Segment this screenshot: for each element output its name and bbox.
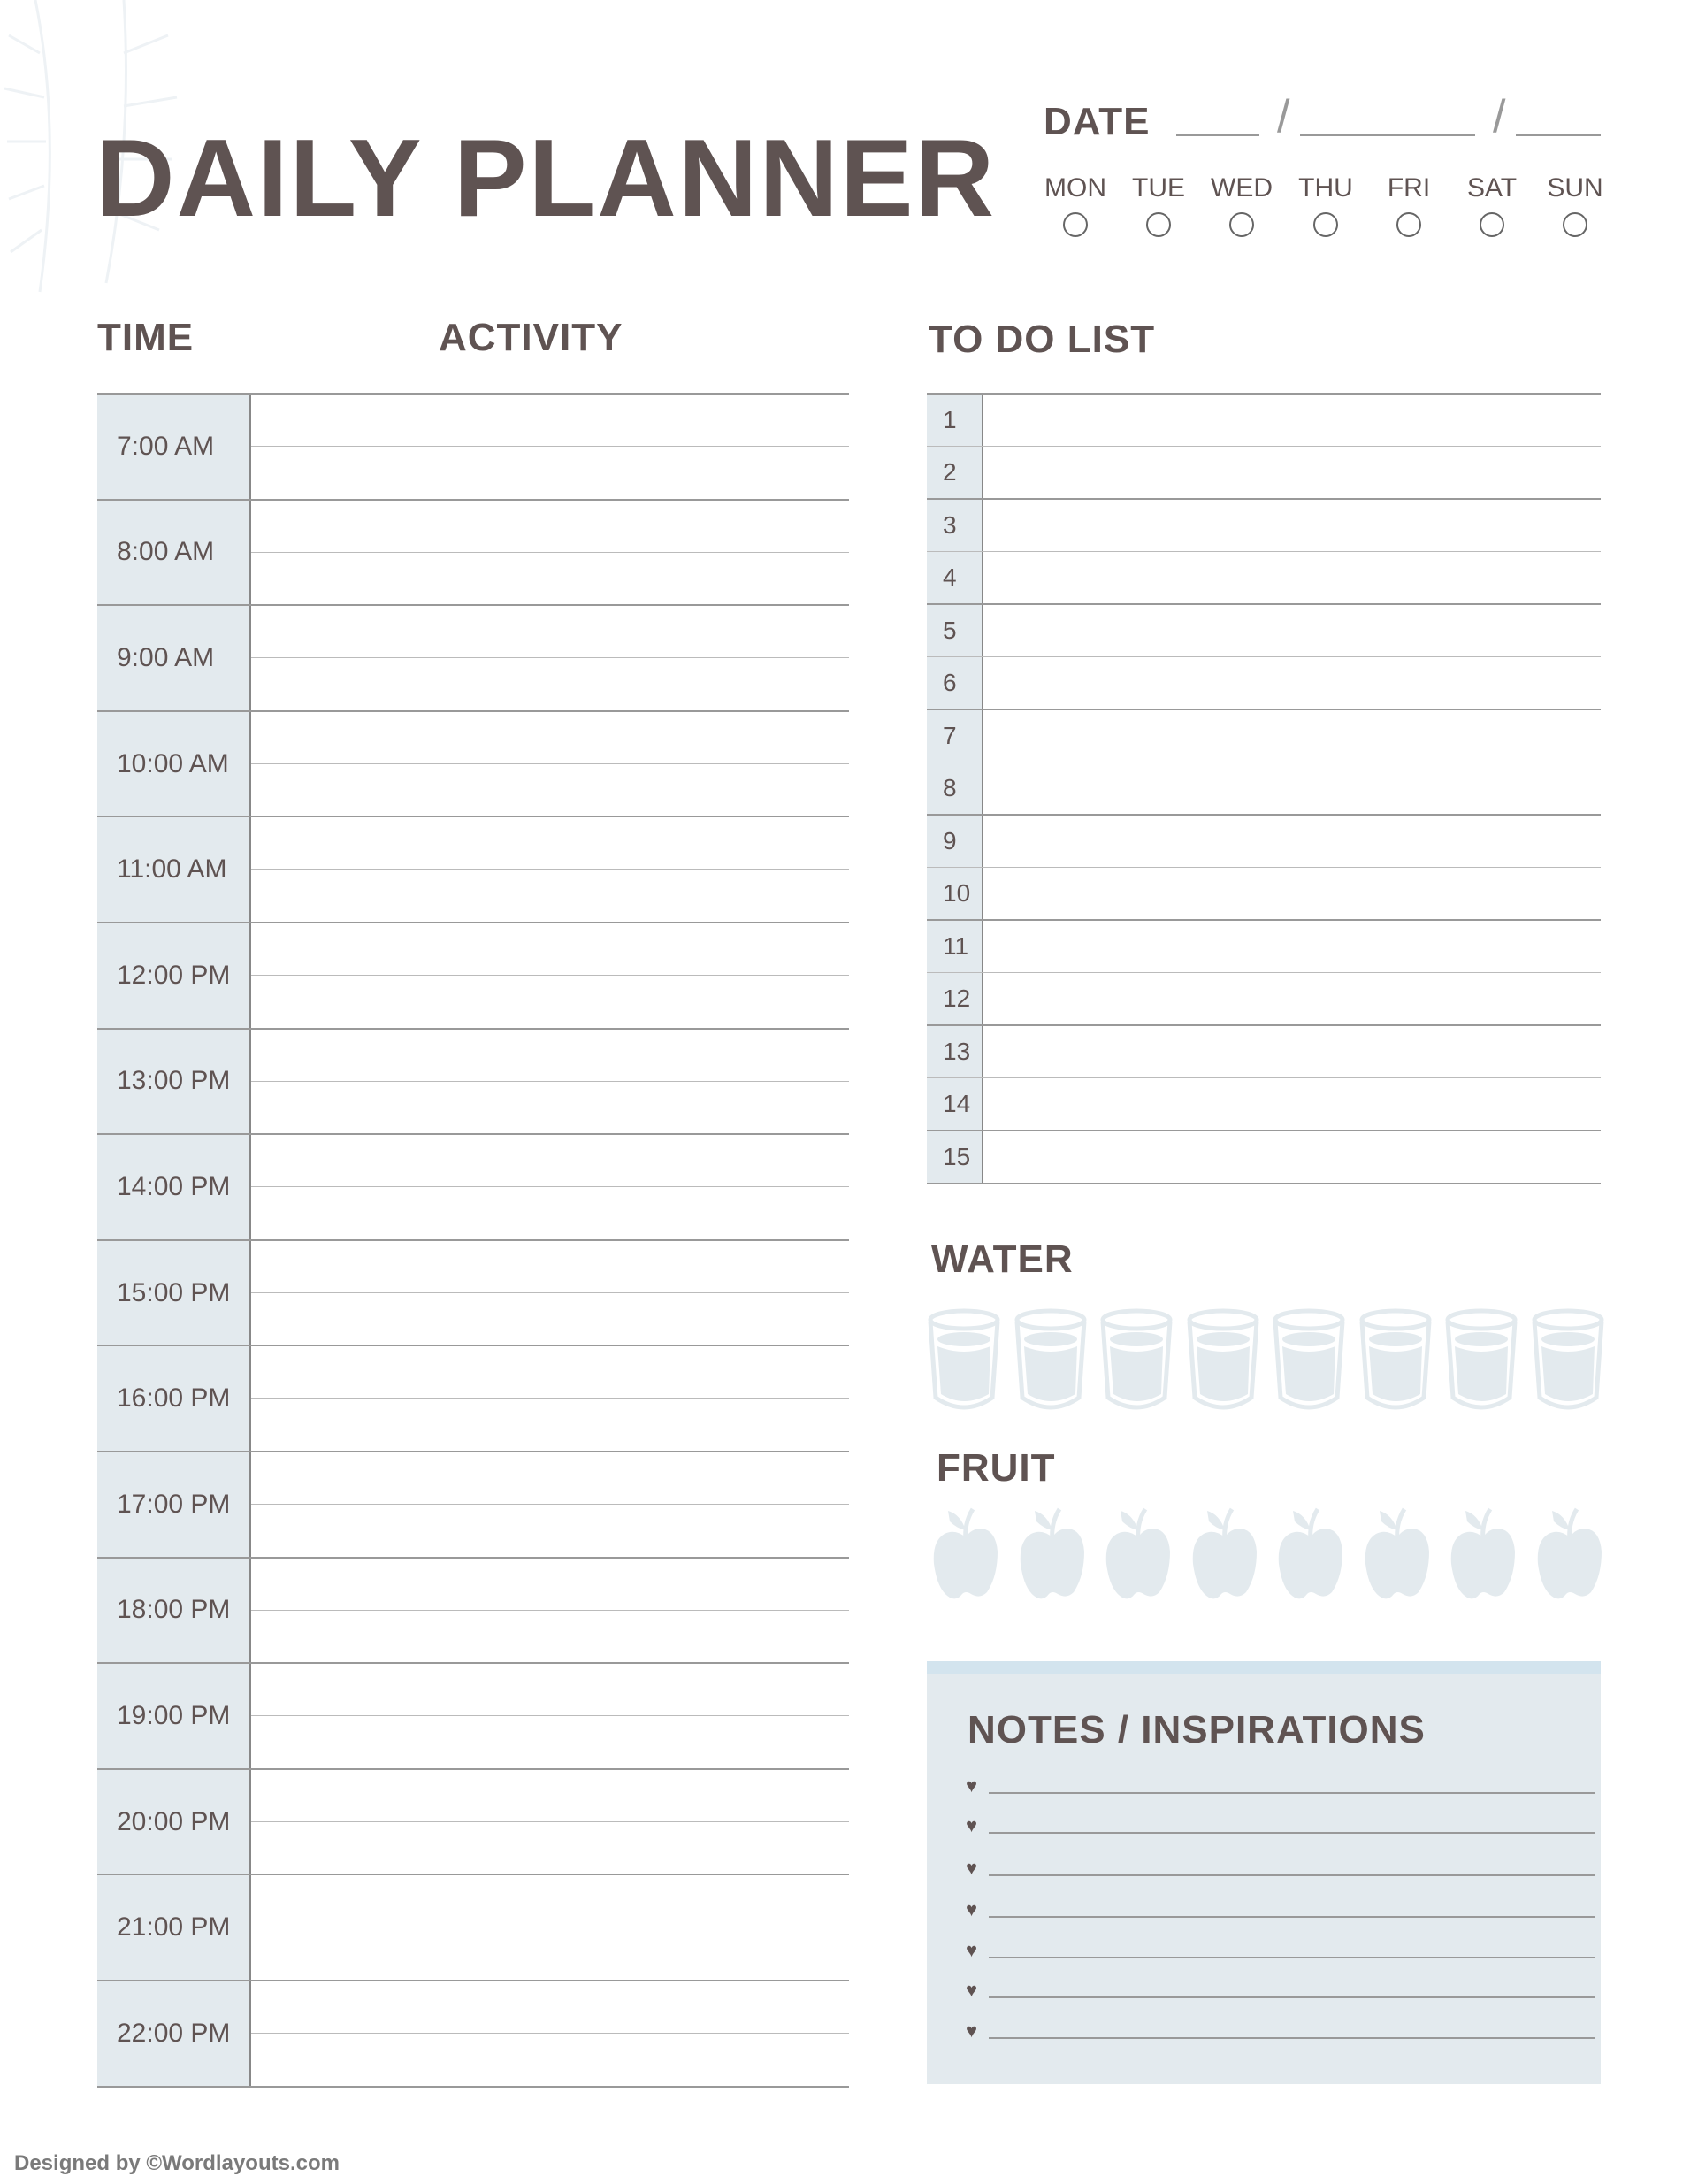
water-glass-icon[interactable] — [1444, 1307, 1518, 1412]
fruit-tracker — [927, 1506, 1601, 1603]
todo-row[interactable] — [927, 814, 1601, 867]
todo-number-cell — [927, 605, 983, 656]
water-glass-icon[interactable] — [1272, 1307, 1346, 1412]
time-label: 18:00 PM — [117, 1595, 231, 1625]
date-year-field[interactable] — [1516, 134, 1601, 136]
todo-row[interactable] — [927, 972, 1601, 1025]
time-cell — [97, 1135, 251, 1239]
todo-number-cell — [927, 816, 983, 867]
activity-header: ACTIVITY — [439, 316, 623, 359]
day-checkbox-mon[interactable] — [1063, 212, 1088, 237]
todo-number-cell — [927, 1078, 983, 1130]
time-cell — [97, 501, 251, 605]
todo-row[interactable] — [927, 867, 1601, 920]
todo-number-cell — [927, 710, 983, 762]
note-line[interactable] — [989, 1996, 1595, 1998]
schedule-row[interactable] — [97, 499, 849, 605]
todo-row[interactable] — [927, 1130, 1601, 1183]
time-label: 16:00 PM — [117, 1383, 231, 1414]
apple-icon[interactable] — [1448, 1506, 1518, 1601]
todo-number-cell — [927, 1131, 983, 1183]
schedule-row[interactable] — [97, 1874, 849, 1980]
time-cell — [97, 923, 251, 1028]
half-hour-line — [251, 1398, 849, 1399]
time-cell — [97, 1452, 251, 1557]
todo-number: 3 — [943, 510, 957, 539]
schedule-row[interactable] — [97, 393, 849, 499]
schedule-row[interactable] — [97, 1028, 849, 1134]
todo-number-cell — [927, 552, 983, 604]
note-line[interactable] — [989, 2037, 1595, 2039]
note-line[interactable] — [989, 1874, 1595, 1876]
schedule-table — [97, 393, 849, 2088]
time-cell — [97, 1875, 251, 1980]
todo-row[interactable] — [927, 1077, 1601, 1130]
todo-row[interactable] — [927, 603, 1601, 656]
date-separator: / — [1493, 91, 1506, 142]
schedule-row[interactable] — [97, 922, 849, 1028]
time-label: 8:00 AM — [117, 537, 215, 567]
time-label: 14:00 PM — [117, 1171, 231, 1201]
apple-icon[interactable] — [1017, 1506, 1088, 1601]
heart-bullet-icon: ♥ — [966, 1774, 978, 1797]
time-cell — [97, 1241, 251, 1345]
notes-band — [927, 1661, 1601, 1674]
todo-number: 11 — [943, 931, 969, 960]
todo-number: 10 — [943, 878, 971, 907]
half-hour-line — [251, 1186, 849, 1187]
half-hour-line — [251, 1610, 849, 1611]
todo-row[interactable] — [927, 1024, 1601, 1077]
todo-number: 9 — [943, 826, 957, 854]
todo-row[interactable] — [927, 446, 1601, 499]
heart-bullet-icon: ♥ — [966, 1939, 978, 1961]
todo-number: 5 — [943, 616, 957, 644]
note-line[interactable] — [989, 1792, 1595, 1794]
half-hour-line — [251, 1292, 849, 1293]
todo-number: 15 — [943, 1142, 971, 1170]
day-label-sun: SUN — [1547, 173, 1603, 203]
water-glass-icon[interactable] — [927, 1307, 1001, 1412]
time-cell — [97, 1346, 251, 1451]
note-line[interactable] — [989, 1832, 1595, 1834]
time-cell — [97, 1030, 251, 1134]
half-hour-line — [251, 869, 849, 870]
half-hour-line — [251, 2033, 849, 2034]
time-cell — [97, 395, 251, 499]
date-day-field[interactable] — [1300, 134, 1475, 136]
todo-number-cell — [927, 1026, 983, 1077]
time-label: 21:00 PM — [117, 1912, 231, 1943]
heart-bullet-icon: ♥ — [966, 1814, 978, 1836]
schedule-row[interactable] — [97, 710, 849, 816]
todo-number-cell — [927, 447, 983, 499]
time-cell — [97, 712, 251, 816]
half-hour-line — [251, 1821, 849, 1822]
time-label: 17:00 PM — [117, 1489, 231, 1519]
todo-number-cell — [927, 868, 983, 920]
water-glass-icon[interactable] — [1099, 1307, 1174, 1412]
half-hour-line — [251, 446, 849, 447]
todo-number-cell — [927, 500, 983, 551]
apple-icon[interactable] — [1189, 1506, 1260, 1601]
heart-bullet-icon: ♥ — [966, 1979, 978, 2001]
time-label: 19:00 PM — [117, 1700, 231, 1730]
day-checkbox-sat[interactable] — [1480, 212, 1504, 237]
water-title: WATER — [931, 1238, 1074, 1281]
table-bottom-line — [927, 1183, 1601, 1184]
time-header: TIME — [97, 316, 195, 359]
time-label: 20:00 PM — [117, 1806, 231, 1836]
note-line[interactable] — [989, 1916, 1595, 1918]
time-label: 13:00 PM — [117, 1066, 231, 1096]
todo-number: 6 — [943, 668, 957, 696]
day-checkbox-tue[interactable] — [1146, 212, 1171, 237]
time-cell — [97, 1664, 251, 1768]
half-hour-line — [251, 552, 849, 553]
schedule-row[interactable] — [97, 1662, 849, 1768]
todo-number: 2 — [943, 457, 957, 486]
water-glass-icon[interactable] — [1358, 1307, 1433, 1412]
note-line[interactable] — [989, 1957, 1595, 1958]
todo-number: 13 — [943, 1037, 971, 1065]
time-label: 22:00 PM — [117, 2018, 231, 2048]
time-label: 9:00 AM — [117, 642, 215, 672]
day-label-mon: MON — [1044, 173, 1106, 203]
todo-title: TO DO LIST — [929, 318, 1156, 361]
half-hour-line — [251, 975, 849, 976]
notes-title: NOTES / INSPIRATIONS — [968, 1708, 1426, 1751]
time-cell — [97, 1770, 251, 1874]
day-label-wed: WED — [1211, 173, 1273, 203]
water-tracker — [927, 1307, 1601, 1412]
water-glass-icon[interactable] — [1013, 1307, 1088, 1412]
time-cell — [97, 606, 251, 710]
footer-credit: Designed by ©Wordlayouts.com — [14, 2151, 340, 2175]
half-hour-line — [251, 1504, 849, 1505]
day-label-sat: SAT — [1466, 173, 1518, 203]
heart-bullet-icon: ♥ — [966, 1898, 978, 1920]
todo-number-cell — [927, 762, 983, 815]
water-glass-icon[interactable] — [1186, 1307, 1260, 1412]
todo-number: 1 — [943, 405, 957, 433]
time-label: 15:00 PM — [117, 1277, 231, 1307]
todo-number-cell — [927, 395, 983, 446]
todo-number: 8 — [943, 773, 957, 801]
day-label-tue: TUE — [1132, 173, 1185, 203]
todo-number: 12 — [943, 984, 971, 1012]
fruit-title: FRUIT — [937, 1446, 1056, 1490]
day-label-fri: FRI — [1387, 173, 1431, 203]
todo-table — [927, 393, 1601, 1184]
page-title: DAILY PLANNER — [96, 118, 997, 240]
day-label-thu: THU — [1298, 173, 1353, 203]
todo-row[interactable] — [927, 709, 1601, 762]
todo-row[interactable] — [927, 551, 1601, 604]
schedule-row[interactable] — [97, 1557, 849, 1663]
date-month-field[interactable] — [1176, 134, 1259, 136]
schedule-row[interactable] — [97, 1239, 849, 1345]
day-checkbox-wed[interactable] — [1229, 212, 1254, 237]
apple-icon[interactable] — [1362, 1506, 1433, 1601]
todo-row[interactable] — [927, 656, 1601, 709]
date-label: DATE — [1044, 100, 1151, 143]
time-cell — [97, 1981, 251, 2086]
time-label: 11:00 AM — [117, 854, 227, 885]
schedule-row[interactable] — [97, 604, 849, 710]
water-glass-icon[interactable] — [1531, 1307, 1605, 1412]
todo-row[interactable] — [927, 393, 1601, 446]
half-hour-line — [251, 1081, 849, 1082]
schedule-row[interactable] — [97, 1451, 849, 1557]
time-cell — [97, 1559, 251, 1663]
heart-bullet-icon: ♥ — [966, 2019, 978, 2042]
heart-bullet-icon: ♥ — [966, 1857, 978, 1879]
half-hour-line — [251, 657, 849, 658]
apple-icon[interactable] — [1534, 1506, 1605, 1601]
apple-icon[interactable] — [1103, 1506, 1174, 1601]
todo-number: 4 — [943, 563, 957, 591]
todo-row[interactable] — [927, 498, 1601, 551]
time-label: 12:00 PM — [117, 960, 231, 990]
todo-number-cell — [927, 921, 983, 972]
time-label: 7:00 AM — [117, 431, 215, 461]
schedule-row[interactable] — [97, 816, 849, 922]
table-bottom-line — [97, 2086, 849, 2088]
todo-number-cell — [927, 657, 983, 709]
schedule-row[interactable] — [97, 1345, 849, 1451]
schedule-row[interactable] — [97, 1768, 849, 1874]
day-checkbox-fri[interactable] — [1396, 212, 1421, 237]
apple-icon[interactable] — [1275, 1506, 1346, 1601]
schedule-row[interactable] — [97, 1980, 849, 2086]
todo-number: 14 — [943, 1089, 971, 1117]
time-cell — [97, 817, 251, 922]
time-label: 10:00 AM — [117, 748, 229, 778]
todo-number-cell — [927, 973, 983, 1025]
day-checkbox-sun[interactable] — [1563, 212, 1587, 237]
schedule-row[interactable] — [97, 1133, 849, 1239]
notes-box — [927, 1661, 1601, 2084]
todo-row[interactable] — [927, 762, 1601, 815]
apple-icon[interactable] — [930, 1506, 1001, 1601]
todo-row[interactable] — [927, 919, 1601, 972]
half-hour-line — [251, 1715, 849, 1716]
todo-number: 7 — [943, 721, 957, 749]
day-checkbox-thu[interactable] — [1313, 212, 1338, 237]
half-hour-line — [251, 763, 849, 764]
date-separator: / — [1277, 91, 1290, 142]
